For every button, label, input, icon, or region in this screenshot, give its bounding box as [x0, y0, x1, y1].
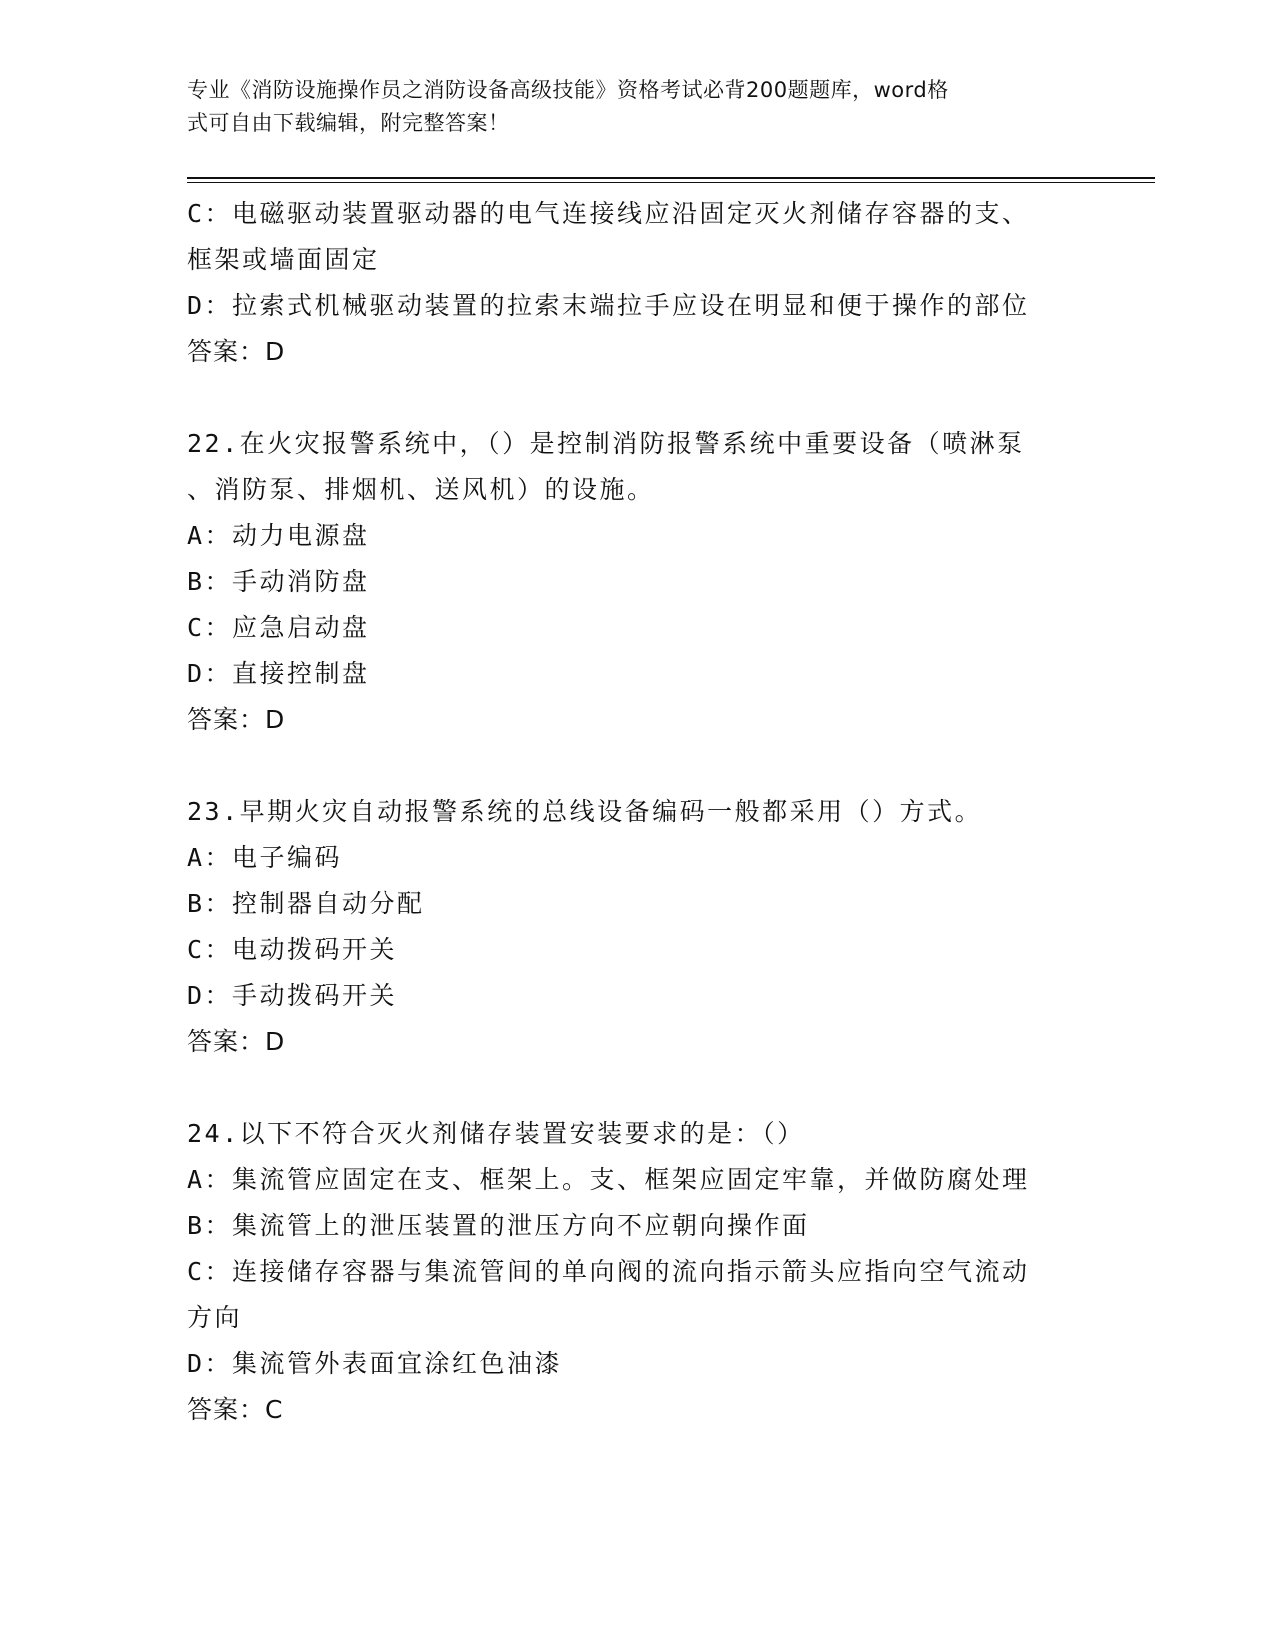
option-c-line-1: C：电磁驱动装置驱动器的电气连接线应沿固定灭火剂储存容器的支、 — [187, 199, 1030, 228]
header-line-1: 专业《消防设施操作员之消防设备高级技能》资格考试必背200题题库，word格 — [187, 78, 949, 102]
option-a: A：集流管应固定在支、框架上。支、框架应固定牢靠，并做防腐处理 — [187, 1165, 1030, 1194]
option-b: B：手动消防盘 — [187, 567, 370, 596]
question-stem-line-2: 、消防泵、排烟机、送风机）的设施。 — [187, 475, 655, 504]
answer: 答案：D — [187, 705, 286, 734]
answer: 答案：D — [187, 1027, 286, 1056]
option-c-line-2: 方向 — [187, 1303, 243, 1332]
question-content — [187, 191, 1072, 1433]
header-divider-thin — [187, 182, 1155, 183]
option-c-line-1: C：连接储存容器与集流管间的单向阀的流向指示箭头应指向空气流动 — [187, 1257, 1030, 1286]
header-line-2: 式可自由下载编辑，附完整答案！ — [187, 111, 510, 135]
previous-question-tail — [187, 191, 1072, 375]
option-c: C：电动拨码开关 — [187, 935, 398, 964]
header-divider-thick — [187, 177, 1155, 179]
spacer — [187, 375, 1072, 421]
spacer — [187, 1065, 1072, 1111]
option-c-line-2: 框架或墙面固定 — [187, 245, 380, 274]
document-header — [187, 74, 1067, 140]
option-c: C：应急启动盘 — [187, 613, 370, 642]
option-a: A：动力电源盘 — [187, 521, 370, 550]
option-a: A：电子编码 — [187, 843, 343, 872]
option-d: D：拉索式机械驱动装置的拉索末端拉手应设在明显和便于操作的部位 — [187, 291, 1030, 320]
question-stem-line-1: 22.在火灾报警系统中，（）是控制消防报警系统中重要设备（喷淋泵 — [187, 429, 1025, 458]
question-24 — [187, 1111, 1072, 1433]
option-b: B：控制器自动分配 — [187, 889, 425, 918]
answer: 答案：D — [187, 337, 286, 366]
spacer — [187, 743, 1072, 789]
question-stem-line-1: 23.早期火灾自动报警系统的总线设备编码一般都采用（）方式。 — [187, 797, 983, 826]
answer: 答案：C — [187, 1395, 284, 1424]
option-d: D：手动拨码开关 — [187, 981, 398, 1010]
option-d: D：集流管外表面宜涂红色油漆 — [187, 1349, 563, 1378]
question-22 — [187, 421, 1072, 743]
option-d: D：直接控制盘 — [187, 659, 370, 688]
question-23 — [187, 789, 1072, 1065]
question-stem-line-1: 24.以下不符合灭火剂储存装置安装要求的是：（） — [187, 1119, 805, 1148]
option-b: B：集流管上的泄压装置的泄压方向不应朝向操作面 — [187, 1211, 810, 1240]
